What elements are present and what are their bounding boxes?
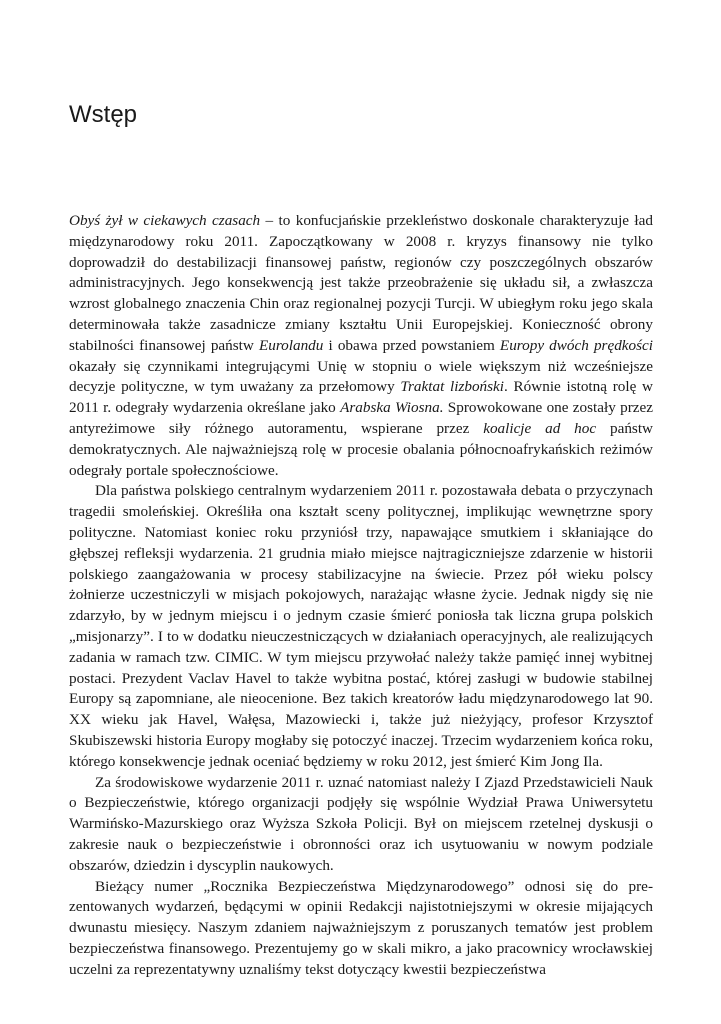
text-run: Sprowokowane one zostały przez antyreżimowe siły różnego autoramentu, wspierane przez (69, 399, 653, 437)
text-run: Bieżący numer „Rocznika Bezpieczeństwa Międzynarodowego” odnosi się do prezentowanych wydarzeń, będącymi w opinii Redakcji najistotniejszymi w okresie mijających dwunastu miesięcy. Naszym zdaniem najważniejszym z poruszanych tematów jest problem bezpieczeństwa finansowego. Prezentujemy go w skali mikro, a jako pracownicy wrocławskiej uczelni za reprezentatywny uznaliśmy tekst dotyczący kwestii bezpieczeństwa (69, 877, 653, 978)
text-run: – to konfucjańskie przekleństwo doskonale charakteryzuje ład międzynarodowy roku 2011. Zapoczątkowany w 2008 r. kryzys finansowy nie tylko doprowadził do destabilizacji finansowej państw, regionów czy poszczególnych obszarów administracyjnych. Jego konsekwencją jest także przeobrażenie się układu sił, a zwłaszcza wzrost globalnego znaczenia Chin oraz regionalnej pozycji Turcji. W ubiegłym roku jego skala determinowała także zasadnicze zmiany kształtu Unii Europejskiej. Konieczność obrony stabilności finansowej państw (69, 212, 653, 354)
paragraph (69, 211, 653, 481)
italic-text: Arabska Wiosna. (340, 399, 444, 417)
text-run: Dla państwa polskiego centralnym wydarzeniem 2011 r. pozostawała debata o przyczynach tragedii smoleńskiej. Określiła ona kształt sceny politycznej, implikując wewnętrzne spory polityczne. Natomiast koniec roku przyniósł trzy, napawające smutkiem i skłaniające do głębszej refleksji wydarzenia. 21 grudnia miało miejsce najtragiczniejsze zdarzenie w historii polskiego zaangażowania w procesy stabilizacyjne na świecie. Przez pół wieku polscy żołnierze uczestniczyli w misjach pokojowych, narażając własne życie. Jednak nigdy się nie zdarzyło, by w jednym miejscu i o jednym czasie śmierć poniosła tak liczna grupa polskich „misjonarzy”. I to w dodatku nieuczestniczących w działaniach operacyjnych, ale realizujących zadania w ramach tzw. CIMIC. W tym miejscu przywołać należy także pamięć innej wybitnej postaci. Prezydent Vaclav Havel to także wybitna postać, której zasługi w budowie stabilnej Europy są zapomniane, ale nieocenione. Bez takich kreatorów ładu międzynarodowego lat 90. XX wieku jak Havel, Wałęsa, Mazowiecki i, także już nieżyjący, profesor Krzysztof Skubiszewski historia Europy mogłaby się potoczyć inaczej. Trzecim wydarzeniem końca roku, którego konsekwencje jednak oceniać będziemy w roku 2012, jest śmierć Kim Jong Ila. (69, 482, 653, 770)
italic-text: Obyś żył w ciekawych czasach (69, 212, 261, 229)
text-run: . Równie istotną rolę w 2011 r. odegrały wydarzenia określane jako (69, 378, 654, 417)
italic-text: Europy dwóch prędkości (499, 336, 653, 354)
paragraph (69, 773, 653, 877)
body-text (69, 211, 653, 980)
italic-text: Eurolandu (258, 336, 324, 354)
text-run: i obawa przed powstaniem (323, 336, 500, 354)
paragraph (69, 481, 653, 772)
text-run: państw demokratycznych. Ale najważniejszą rolę w procesie obalania północnoafrykańskich reżimów odegrały portale społecznościowe. (69, 419, 654, 479)
text-run: Za środowiskowe wydarzenie 2011 r. uznać natomiast należy I Zjazd Przedstawicieli Nauk o Bezpieczeństwie, którego organizacji podjęły się wspólnie Wydział Prawa Uniwersytetu Warmińsko-Mazurskiego oraz Wyższa Szkoła Policji. Był on miejscem rzetelnej dyskusji o zakresie nauk o bezpieczeństwie i obronności oraz ich usytuowaniu w nowym podziale obszarów, dziedzin i dyscyplin naukowych. (69, 773, 653, 874)
italic-text: koalicje ad hoc (483, 419, 597, 437)
text-run: okazały się czynnikami integrującymi Unię w stopniu o wiele większym niż wcześniejsze decyzje polityczne, w tym uważany za przełomowy (69, 357, 653, 396)
paragraph (69, 877, 653, 981)
page-title: Wstęp (69, 101, 138, 128)
italic-text: Traktat lizboński (400, 378, 505, 396)
